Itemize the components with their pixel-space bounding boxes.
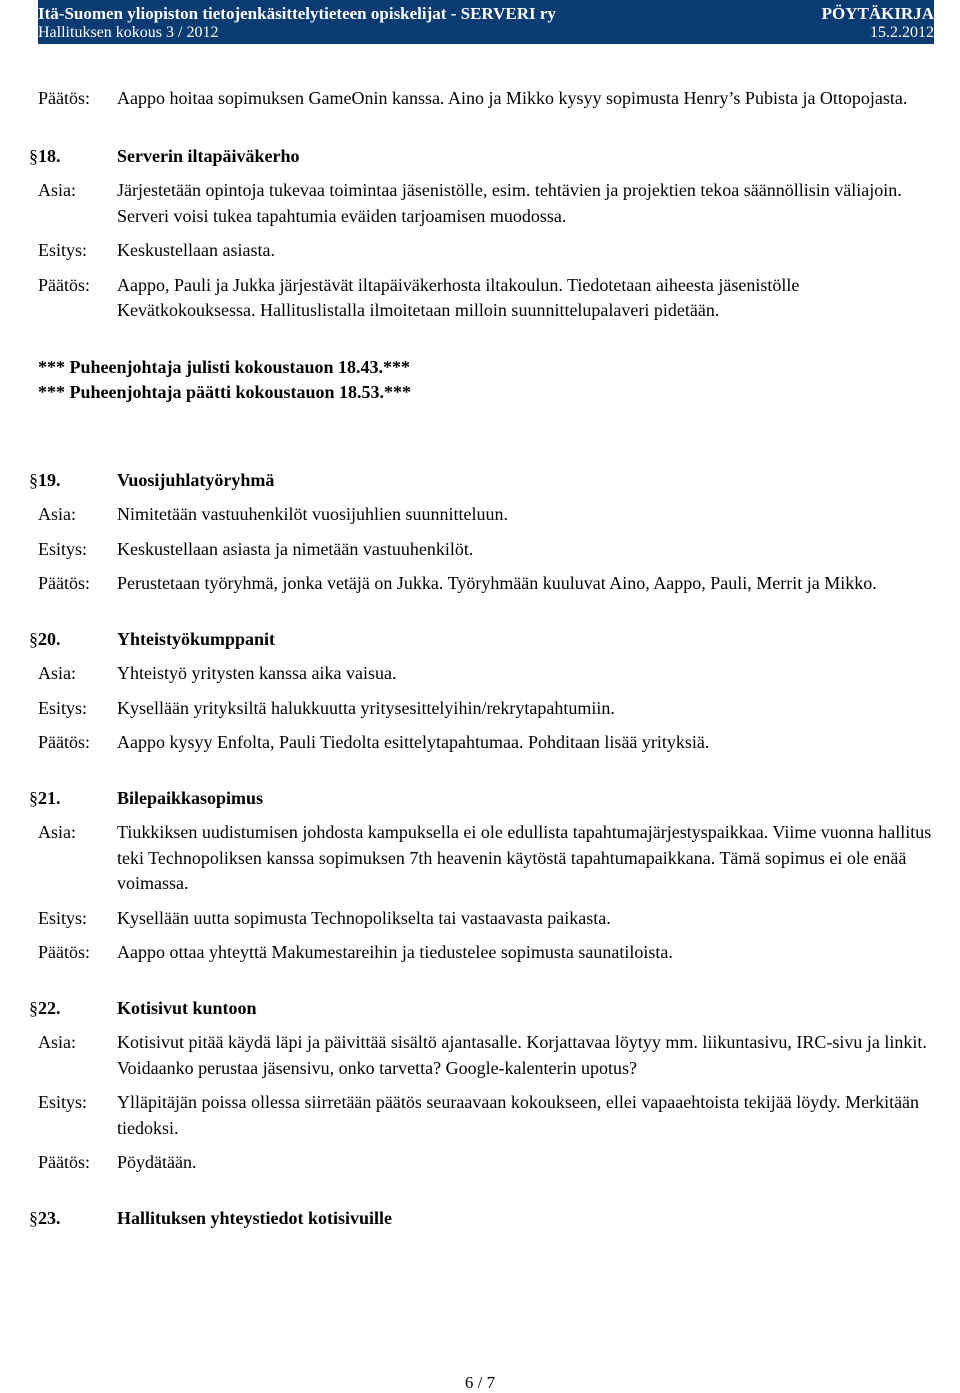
section-symbol: §	[29, 469, 38, 490]
header-subbar	[38, 24, 934, 44]
paatos-row: Päätös: Aappo ottaa yhteyttä Makumestareihin ja tiedustelee sopimusta saunatiloista.	[38, 942, 673, 962]
esitys-row: Esitys: Kysellään yrityksiltä halukkuutta yritysesittelyihin/rekrytapahtumiin.	[38, 697, 615, 718]
minutes-body	[29, 86, 938, 1231]
esitys-row: Esitys: Keskustellaan asiasta ja nimetään vastuuhenkilöt.	[38, 538, 474, 559]
page-number: 6 / 7	[464, 1373, 496, 1392]
section-symbol: §	[29, 997, 38, 1018]
meeting-title: Hallituksen kokous 3 / 2012	[38, 24, 219, 41]
section-heading-21: 21. § Bilepaikkasopimus	[38, 786, 938, 812]
esitys-row: Esitys: Kysellään uutta sopimusta Technopolikselta tai vastaavasta paikasta.	[38, 907, 611, 928]
meeting-date: 15.2.2012	[870, 24, 934, 41]
break-start-notice: *** Puheenjohtaja julisti kokoustauon 18.43.***	[38, 356, 411, 377]
doc-type: PÖYTÄKIRJA	[821, 4, 934, 23]
section-heading-22: 22. § Kotisivut kuntoon	[38, 996, 938, 1022]
section-title: Kotisivut kuntoon	[117, 997, 257, 1018]
section-title: Vuosijuhlatyöryhmä	[117, 469, 275, 490]
paatos-row: Päätös: Perustetaan työryhmä, jonka vetäjä on Jukka. Työryhmään kuuluvat Aino, Aappo, Pauli, Merrit ja Mikko.	[38, 573, 877, 593]
section-heading-23: 23. § Hallituksen yhteystiedot kotisivuille	[38, 1206, 938, 1232]
paatos-row: Päätös: Pöydätään.	[38, 1152, 197, 1172]
asia-row: Asia: Järjestetään opintoja tukevaa toimintaa jäsenistölle, esim. tehtävien ja projektien tekoa säännöllisin väliajoin. Serveri voisi tukea tapahtumia eväiden tarjoamisen muodossa.	[38, 180, 902, 226]
asia-row: Asia: Tiukkiksen uudistumisen johdosta kampuksella ei ole edullista tapahtumajärjestyspaikkaa. Viime vuonna hallitus teki Technopoliksen kanssa sopimuksen 7th heavenin käytöstä tapahtumapaikkana. Tämä sopimus ei ole enää voimassa.	[38, 822, 932, 893]
esitys-row: Esitys: Keskustellaan asiasta.	[38, 240, 275, 260]
decision-text: Aappo hoitaa sopimuksen GameOnin kanssa. Aino ja Mikko kysyy sopimusta Henry’s Pubista ja Ottopojasta.	[117, 88, 908, 108]
section-symbol: §	[29, 787, 38, 808]
section-symbol: §	[29, 1207, 38, 1228]
org-name: Itä-Suomen yliopiston tietojenkäsittelytieteen opiskelijat - SERVERI ry	[38, 4, 556, 23]
esitys-row: Esitys: Ylläpitäjän poissa ollessa siirretään päätös seuraavaan kokoukseen, ellei vapaaehtoista tekijää löydy. Merkitään tiedoksi.	[38, 1092, 920, 1138]
section-heading-20: 20. § Yhteistyökumppanit	[38, 627, 938, 653]
section-symbol: §	[29, 145, 38, 166]
break-end-notice: *** Puheenjohtaja päätti kokoustauon 18.53.***	[38, 382, 412, 402]
paatos-label: Päätös:	[38, 88, 90, 108]
section-title: Serverin iltapäiväkerho	[117, 145, 300, 166]
section-heading-19: 19. § Vuosijuhlatyöryhmä	[38, 468, 938, 494]
asia-row: Asia: Kotisivut pitää käydä läpi ja päivittää sisältö ajantasalle. Korjattavaa löytyy mm. liikuntasivu, IRC-sivu ja linkit. Voidaanko perustaa jäsensivu, onko tarvetta? Google-kalenterin upotus?	[38, 1032, 927, 1078]
section-symbol: §	[29, 628, 38, 649]
section-heading-18: 18. § Serverin iltapäiväkerho	[38, 144, 938, 170]
asia-row: Asia: Nimitetään vastuuhenkilöt vuosijuhlien suunnitteluun.	[38, 504, 508, 524]
decision-row	[38, 86, 938, 112]
section-title: Hallituksen yhteystiedot kotisivuille	[117, 1207, 393, 1228]
section-title: Bilepaikkasopimus	[117, 787, 264, 808]
section-title: Yhteistyökumppanit	[117, 628, 276, 649]
paatos-row: Päätös: Aappo, Pauli ja Jukka järjestävät iltapäiväkerhosta iltakoulun. Tiedotetaan aiheesta jäsenistölle Kevätkokouksessa. Hallituslistalla ilmoitetaan milloin suunnittelupalaveri pidetään.	[38, 274, 800, 320]
asia-row: Asia: Yhteistyö yritysten kanssa aika vaisua.	[38, 663, 397, 683]
paatos-row: Päätös: Aappo kysyy Enfolta, Pauli Tiedolta esittelytapahtumaa. Pohditaan lisää yrityksiä.	[38, 732, 710, 752]
